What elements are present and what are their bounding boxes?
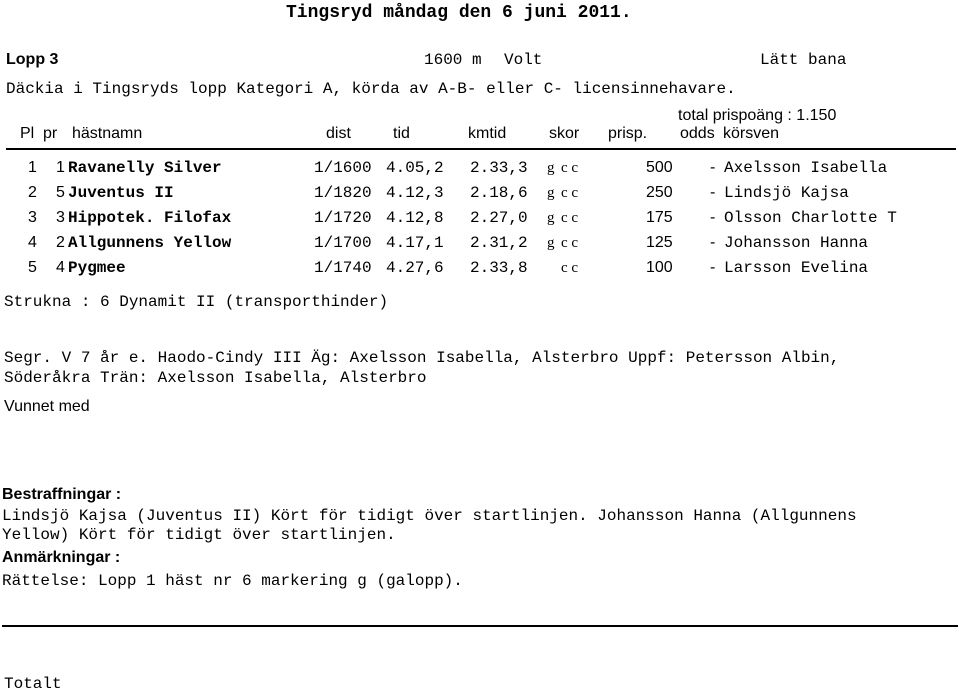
winner-info-prefix: Segr. V 7 år e. — [4, 349, 149, 367]
time: 4.27,6 — [386, 259, 444, 277]
scratched-horses: Strukna : 6 Dynamit II (transporthinder) — [4, 293, 389, 311]
distance: 1/1820 — [314, 184, 372, 202]
dash: - — [710, 209, 716, 226]
driver: Lindsjö Kajsa — [724, 184, 849, 202]
dash: - — [710, 184, 716, 201]
post-position: 2 — [56, 234, 65, 251]
shoe-marks: c c — [561, 185, 579, 201]
time: 4.12,8 — [386, 209, 444, 227]
col-driver: körsven — [723, 125, 780, 142]
place: 5 — [28, 259, 37, 276]
track-condition: Lätt bana — [760, 51, 847, 69]
km-time: 2.33,3 — [470, 159, 528, 177]
horse-name: Juventus II — [68, 184, 174, 202]
place: 4 — [28, 234, 37, 251]
race-start-type: Volt — [504, 51, 543, 69]
col-pl: Pl — [20, 125, 35, 142]
race-description: Däckia i Tingsryds lopp Kategori A, körda av A-B- eller C- licensinnehavare. — [6, 80, 736, 98]
col-prisp: prisp. — [608, 125, 648, 142]
horse-name: Ravanelly Silver — [68, 159, 222, 177]
driver: Axelsson Isabella — [724, 159, 888, 177]
race-label: Lopp 3 — [6, 51, 59, 68]
dash: - — [710, 159, 716, 176]
col-tid: tid — [393, 125, 410, 142]
horse-name: Hippotek. Filofax — [68, 209, 232, 227]
penalties-heading: Bestraffningar : — [2, 486, 122, 503]
time: 4.17,1 — [386, 234, 444, 252]
prize: 500 — [646, 159, 673, 176]
total-prize: total prispoäng : 1.150 — [678, 107, 837, 124]
remarks-text: Rättelse: Lopp 1 häst nr 6 markering g (galopp). — [2, 572, 463, 590]
place: 2 — [28, 184, 37, 201]
dash: - — [710, 234, 716, 251]
driver: Olsson Charlotte T — [724, 209, 897, 227]
shoe-marks: c c — [561, 160, 579, 176]
prize: 100 — [646, 259, 673, 276]
winner-info-details: Haodo-Cindy III Äg: Axelsson Isabella, Alsterbro Uppf: Petersson Albin, — [157, 349, 840, 367]
post-position: 5 — [56, 184, 65, 201]
distance: 1/1600 — [314, 159, 372, 177]
time: 4.05,2 — [386, 159, 444, 177]
col-horse: hästnamn — [72, 125, 143, 142]
winner-info-line1 — [4, 350, 839, 366]
penalties-line1: Lindsjö Kajsa (Juventus II) Kört för tidigt över startlinjen. Johansson Hanna (Allgunnens — [2, 507, 857, 525]
col-pr: pr — [43, 125, 58, 142]
col-dist: dist — [326, 125, 351, 142]
gait-mark: g — [547, 185, 555, 201]
post-position: 3 — [56, 209, 65, 226]
shoe-marks: c c — [561, 260, 579, 276]
horse-name: Allgunnens Yellow — [68, 234, 232, 252]
winner-info-line2: Söderåkra Trän: Axelsson Isabella, Alsterbro — [4, 369, 427, 387]
race-distance: 1600 m — [424, 51, 482, 69]
distance: 1/1740 — [314, 259, 372, 277]
page-title: Tingsryd måndag den 6 juni 2011. — [286, 3, 632, 23]
gait-mark: g — [547, 235, 555, 251]
driver: Larsson Evelina — [724, 259, 869, 277]
km-time: 2.18,6 — [470, 184, 528, 202]
prize: 125 — [646, 234, 673, 251]
driver: Johansson Hanna — [724, 234, 869, 252]
dash: - — [710, 259, 716, 276]
shoe-marks: c c — [561, 210, 579, 226]
post-position: 1 — [56, 159, 65, 176]
gait-mark: g — [547, 160, 555, 176]
distance: 1/1720 — [314, 209, 372, 227]
distance: 1/1700 — [314, 234, 372, 252]
col-kmtid: kmtid — [468, 125, 507, 142]
footer-divider — [2, 625, 958, 627]
won-with: Vunnet med — [4, 398, 90, 415]
place: 1 — [28, 159, 37, 176]
place: 3 — [28, 209, 37, 226]
horse-name: Pygmee — [68, 259, 126, 277]
col-skor: skor — [549, 125, 580, 142]
remarks-heading: Anmärkningar : — [2, 549, 121, 566]
total-label: Totalt — [4, 675, 62, 693]
header-divider — [6, 148, 956, 150]
km-time: 2.33,8 — [470, 259, 528, 277]
col-odds: odds — [680, 125, 715, 142]
penalties-line2: Yellow) Kört för tidigt över startlinjen. — [2, 526, 396, 544]
prize: 250 — [646, 184, 673, 201]
gait-mark: g — [547, 210, 555, 226]
time: 4.12,3 — [386, 184, 444, 202]
km-time: 2.31,2 — [470, 234, 528, 252]
shoe-marks: c c — [561, 235, 579, 251]
prize: 175 — [646, 209, 673, 226]
post-position: 4 — [56, 259, 65, 276]
km-time: 2.27,0 — [470, 209, 528, 227]
